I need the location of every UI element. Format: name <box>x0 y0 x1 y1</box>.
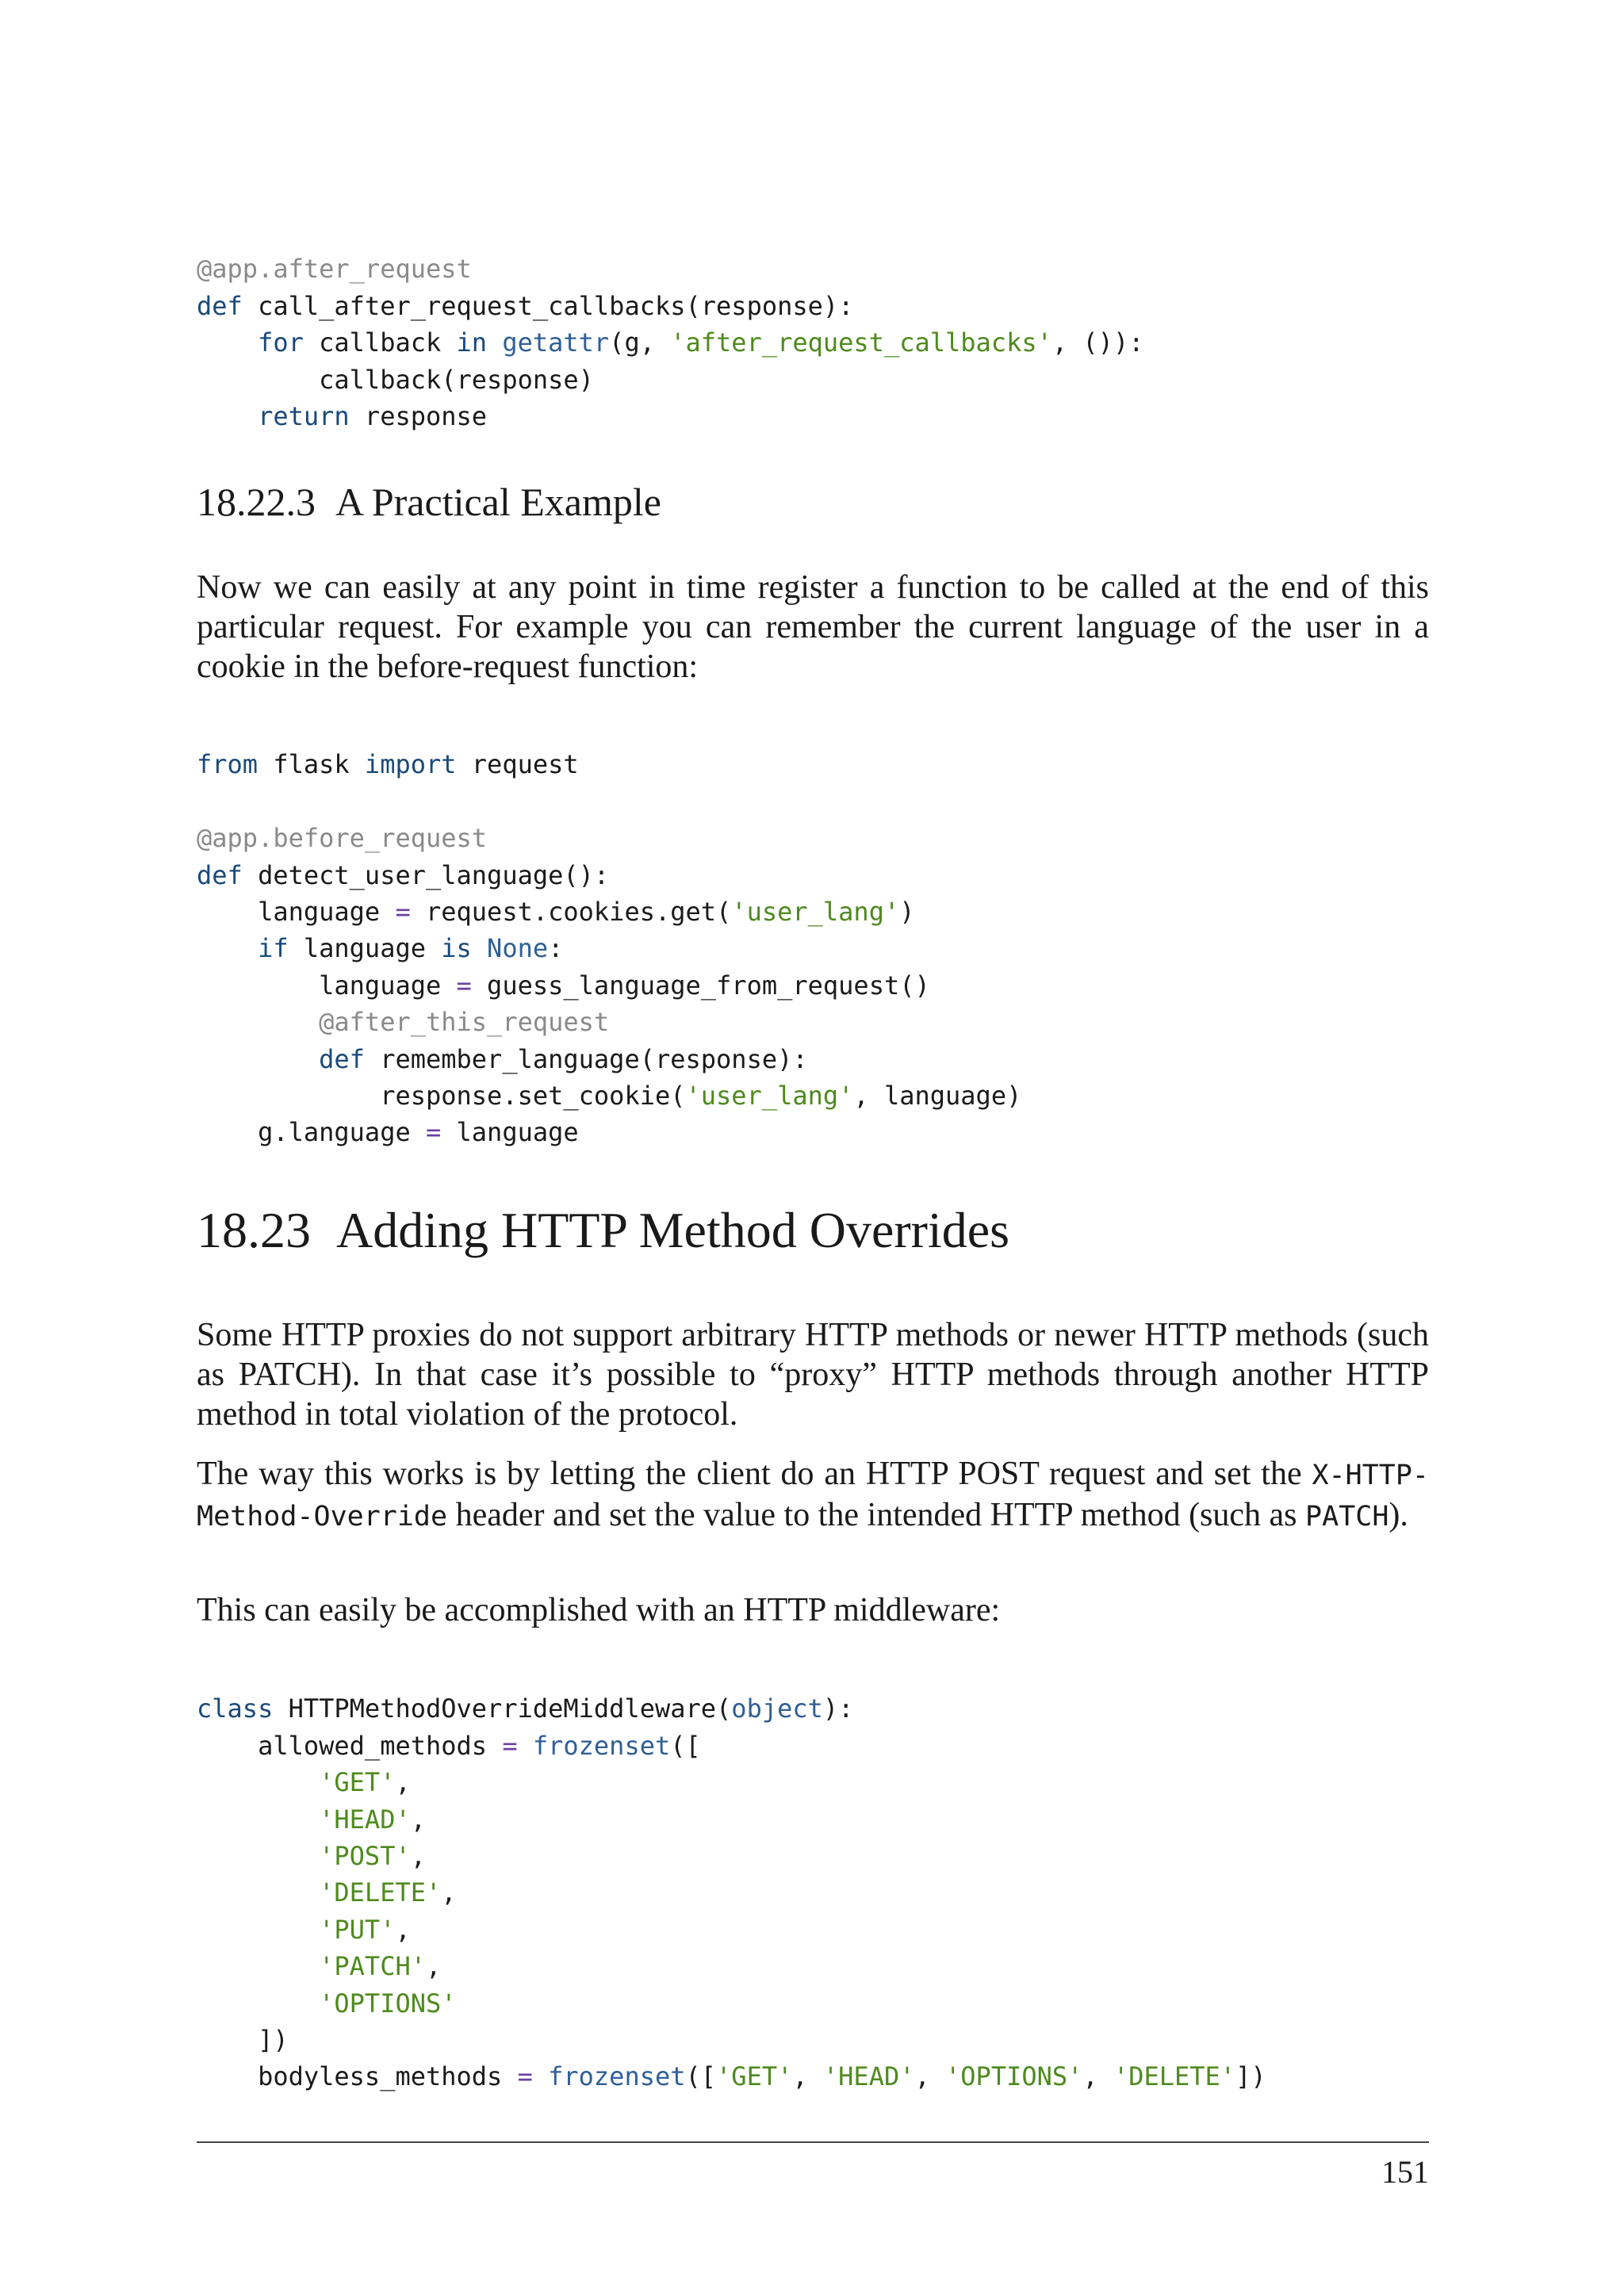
operator: = <box>502 1730 518 1761</box>
operator: = <box>395 897 411 928</box>
code-text: request.cookies.get( <box>410 897 732 928</box>
string-literal: 'GET' <box>319 1767 396 1798</box>
keyword: def <box>319 1043 365 1074</box>
keyword: return <box>258 401 350 432</box>
code-text: detect_user_language(): <box>242 859 610 890</box>
code-text: , ()): <box>1051 327 1144 358</box>
string-literal: 'PATCH' <box>319 1951 426 1982</box>
code-text: ]) <box>197 2025 289 2056</box>
code-text <box>518 1731 533 1761</box>
string-literal: 'POST' <box>319 1841 411 1872</box>
decorator: @app.after_request <box>197 254 472 285</box>
code-text: HTTPMethodOverrideMiddleware( <box>273 1693 732 1724</box>
builtin: frozenset <box>548 2061 686 2092</box>
string-literal: 'PUT' <box>319 1914 396 1945</box>
code-text: language <box>197 897 396 928</box>
code-text: ([ <box>670 1730 701 1761</box>
inline-code: PATCH <box>1305 1501 1389 1533</box>
code-text: language <box>197 970 457 1001</box>
code-text: ): <box>822 1693 854 1724</box>
paragraph <box>197 1454 1429 1536</box>
paragraph-text: The way this works is by letting the client do an HTTP POST request and set the <box>197 1456 1312 1492</box>
operator: = <box>517 2061 533 2092</box>
keyword: def <box>197 290 243 321</box>
code-block-after-request <box>197 214 1143 472</box>
code-text: : <box>548 933 564 964</box>
paragraph-text: ). <box>1388 1497 1408 1533</box>
document-page <box>197 0 1429 2296</box>
code-text: request <box>456 749 579 780</box>
code-text: g.language <box>197 1117 426 1148</box>
section-heading <box>197 1201 1009 1260</box>
code-text <box>472 933 487 963</box>
builtin: object <box>731 1693 823 1724</box>
code-text: callback <box>303 327 457 358</box>
string-literal: 'DELETE' <box>1113 2061 1236 2092</box>
string-literal: 'user_lang' <box>731 897 900 928</box>
code-text: language <box>441 1117 579 1148</box>
code-text: ) <box>899 897 915 928</box>
paragraph: Some HTTP proxies do not support arbitrary HTTP methods or newer HTTP methods (such as PATCH). In that case it’s possible to “proxy” HTTP methods through another HTTP method in total violation of the protocol. <box>197 1317 1429 1433</box>
paragraph-text: header and set the value to the intended HTTP method (such as <box>447 1497 1306 1533</box>
operator: = <box>456 970 472 1001</box>
code-text: response <box>349 401 488 432</box>
string-literal: 'HEAD' <box>822 2061 915 2092</box>
footer-rule <box>197 2141 1429 2143</box>
keyword: from <box>197 749 259 780</box>
indent <box>197 401 258 431</box>
code-text: bodyless_methods <box>197 2061 518 2092</box>
code-text: (g, <box>609 327 671 358</box>
keyword: for <box>258 327 304 358</box>
indent <box>197 327 258 358</box>
string-literal: 'DELETE' <box>319 1877 442 1908</box>
keyword: def <box>197 859 243 890</box>
string-literal: 'user_lang' <box>685 1081 854 1112</box>
string-literal: 'GET' <box>716 2061 793 2092</box>
section-number: 18.22.3 <box>197 480 316 524</box>
constant: None <box>487 933 549 964</box>
indent <box>197 933 258 963</box>
code-text: callback(response) <box>197 364 594 395</box>
code-text: call_after_request_callbacks(response): <box>242 290 854 321</box>
code-text: language <box>288 933 442 964</box>
string-literal: 'HEAD' <box>319 1804 411 1835</box>
decorator: @app.before_request <box>197 823 488 854</box>
code-block-before-request <box>197 710 1021 1188</box>
decorator: @after_this_request <box>197 1007 610 1038</box>
code-text: remember_language(response): <box>364 1043 808 1074</box>
code-text <box>487 327 502 358</box>
code-block-middleware: class HTTPMethodOverrideMiddleware(object): allowed_methods = frozenset([ 'GET', 'HEAD', 'POST', 'DELETE', 'PUT', 'PATCH', 'OPTIONS' ]) bodyless_methods = frozenset(['GET', 'HEAD', 'OPTIONS', 'DELETE']) <box>197 1693 1266 2092</box>
keyword: if <box>258 933 289 964</box>
keyword: import <box>364 749 457 780</box>
keyword: class <box>197 1693 274 1724</box>
string-literal: 'after_request_callbacks' <box>670 327 1052 358</box>
code-text: flask <box>258 749 365 780</box>
string-literal: 'OPTIONS' <box>945 2061 1083 2092</box>
keyword: in <box>456 327 488 358</box>
section-title: A Practical Example <box>335 480 661 524</box>
code-text: , language) <box>853 1081 1022 1112</box>
paragraph: This can easily be accomplished with an HTTP middleware: <box>197 1592 1001 1628</box>
keyword: is <box>441 933 472 964</box>
page-number: 151 <box>1381 2154 1429 2190</box>
builtin: frozenset <box>532 1730 671 1761</box>
code-text: guess_language_from_request() <box>471 970 930 1001</box>
code-text <box>533 2061 548 2091</box>
section-number: 18.23 <box>197 1202 311 1258</box>
code-text: ]) <box>1235 2061 1266 2092</box>
code-text: ([ <box>685 2061 717 2092</box>
code-text: response.set_cookie( <box>197 1081 686 1112</box>
section-heading <box>197 479 661 525</box>
string-literal: 'OPTIONS' <box>319 1988 457 2019</box>
inline-code: X-HTTP-Method-Override <box>197 1460 1429 1533</box>
indent <box>197 1044 319 1074</box>
builtin: getattr <box>502 327 610 358</box>
operator: = <box>425 1117 442 1148</box>
paragraph: Now we can easily at any point in time register a function to be called at the end of this particular request. For example you can remember the current language of the user in a cookie in the before-request function: <box>197 569 1429 685</box>
code-text: allowed_methods <box>197 1730 503 1761</box>
section-title: Adding HTTP Method Overrides <box>336 1202 1010 1258</box>
